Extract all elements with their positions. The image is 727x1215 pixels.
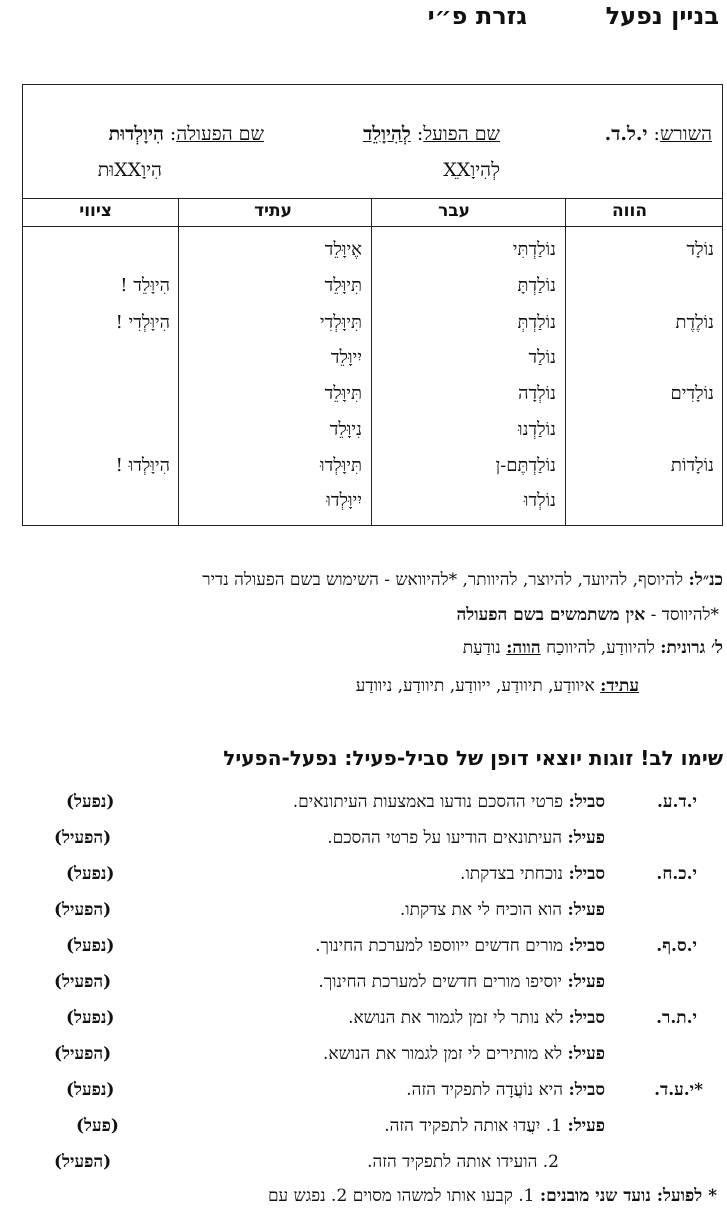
pair-sentence: סביל: נוכחתי בצדקתו. [460, 864, 605, 884]
pair-binyan: (הפעיל) [54, 972, 112, 992]
future-cell: יִיוָּלְדוּ [326, 490, 362, 511]
past-cell: נוֹלַד [528, 347, 556, 368]
conjugation-table [22, 84, 723, 526]
past-cell: נוֹלַדְתְּ [517, 312, 556, 333]
gizra-title: גזרת פ״י [427, 2, 527, 30]
past-cell: נוֹלְדָה [518, 383, 556, 404]
note-no-action-name: *להיווסד - אין משתמשים בשם הפעולה [456, 605, 719, 625]
past-cell: נוֹלַדְתִּי [512, 239, 556, 260]
pair-sentence: סביל: מורים חדשים ייווספו למערכת החינוך. [315, 936, 605, 956]
future-cell: יִיוָּלֵד [330, 347, 362, 368]
pair-binyan: (הפעיל) [54, 1152, 112, 1172]
root-label: השורש [659, 123, 712, 145]
future-cell: נִיוָּלֵד [329, 419, 362, 440]
verb-name-line: שם הפועל: לְהִיוָלֵד [363, 123, 500, 145]
imperative-cell: הִיוָּלְדוּ ! [115, 455, 170, 476]
pair-root: י.ס.ף. [656, 936, 697, 956]
pair-sentence: פעיל: יוסיפו מורים חדשים למערכת החינוך. [318, 972, 605, 992]
pair-binyan: (נפעל) [66, 1080, 115, 1100]
pair-binyan: (נפעל) [66, 936, 115, 956]
note-similar-verbs: כנ״ל: להיוסף, להיועד, להיוצר, להיוותר, *להיוואש - השימוש בשם הפעולה נדיר [202, 570, 723, 590]
pair-binyan: (נפעל) [66, 792, 115, 812]
future-cell: אֶיוָּלֵד [324, 239, 362, 260]
verb-name-pattern: לְהִיוָXֵX [443, 159, 500, 181]
pair-sentence: סביל: לא נותר לי זמן לגמור את הנושא. [348, 1008, 605, 1028]
verb-name-value: לְהִיוָלֵד [363, 123, 411, 145]
pair-root: י.ת.ר. [656, 1008, 697, 1028]
note-guttural: ל׳ גרונית: להיוודַע, להיווכַח הווה: נודַעַת [462, 638, 723, 658]
pairs-footnote: * לפועל: נועד שני מובנים: 1. קבעו אותו למשהו מסוים 2. נפגש עם [267, 1186, 717, 1206]
verb-name-label: שם הפועל [423, 123, 500, 145]
root-line: השורש: י.ל.ד. [604, 123, 712, 145]
present-cell: נוֹלֶדֶת [675, 312, 714, 333]
future-cell: תִּיוָּלֵד [324, 275, 362, 296]
header-future: עתיד [254, 201, 292, 221]
imperative-cell: הִיוָּלְדִי ! [115, 312, 170, 333]
past-cell: נוֹלַדְתֶּם-ן [495, 455, 556, 476]
pair-binyan: (פעל) [76, 1116, 119, 1136]
pair-sentence: סביל: היא נוֹעֲדָה לתפקיד הזה. [406, 1080, 605, 1100]
binyan-title: בניין נפעל [605, 2, 719, 30]
pair-root: י.כ.ח. [656, 864, 697, 884]
pair-root: *י.ע.ד. [654, 1080, 703, 1100]
pair-binyan: (נפעל) [66, 864, 115, 884]
action-name-line: שם הפעולה: הִיוָלְדוּת [108, 123, 264, 145]
pair-binyan: (הפעיל) [54, 1044, 112, 1064]
pair-binyan: (הפעיל) [54, 828, 112, 848]
present-cell: נוֹלָדוֹת [670, 455, 714, 476]
header-present: הווה [611, 201, 647, 221]
pairs-section-title: שימו לב! זוגות יוצאי דופן של סביל-פעיל: נפעל-הפעיל [223, 746, 723, 770]
past-cell: נוֹלְדוּ [523, 490, 556, 511]
action-name-label: שם הפעולה [176, 123, 264, 145]
present-cell: נוֹלָדִים [670, 383, 714, 404]
imperative-cell: הִיוָּלֵד ! [120, 275, 170, 296]
pair-binyan: (הפעיל) [54, 900, 112, 920]
past-cell: נוֹלַדְתָּ [517, 275, 556, 296]
pair-binyan: (נפעל) [66, 1008, 115, 1028]
header-past: עבר [438, 201, 470, 221]
present-cell: נוֹלָד [686, 239, 714, 260]
action-name-value: הִיוָלְדוּת [108, 123, 164, 145]
pair-sentence: 2. הועידו אותה לתפקיד הזה. [367, 1152, 559, 1172]
past-cell: נוֹלַדְנוּ [518, 419, 556, 440]
pair-sentence: פעיל: 1. יִעֲדוּ אותה לתפקיד הזה. [384, 1116, 605, 1136]
future-cell: תִּיוָּלְדִי [319, 312, 362, 333]
root-value: י.ל.ד. [604, 123, 648, 145]
future-cell: תִּיוָּלֵד [324, 383, 362, 404]
pair-sentence: פעיל: לא מותירים לי זמן לגמור את הנושא. [323, 1044, 605, 1064]
action-name-pattern: הִיוָXXוּת [97, 159, 162, 181]
pair-root: י.ד.ע. [656, 792, 697, 812]
future-cell: תִּיוָּלְדוּ [320, 455, 362, 476]
pair-sentence: פעיל: העיתונאים הודיעו על פרטי ההסכם. [327, 828, 605, 848]
pair-sentence: פעיל: הוא הוכיח לי את צדקתו. [399, 900, 605, 920]
pair-sentence: סביל: פרטי ההסכם נודעו באמצעות העיתונאים. [292, 792, 605, 812]
header-imperative: ציווי [79, 201, 112, 221]
note-future-forms: עתיד: איוודַע, תיוודַע, ייוודַע, תיוודַע, ניוודַע [355, 676, 639, 696]
